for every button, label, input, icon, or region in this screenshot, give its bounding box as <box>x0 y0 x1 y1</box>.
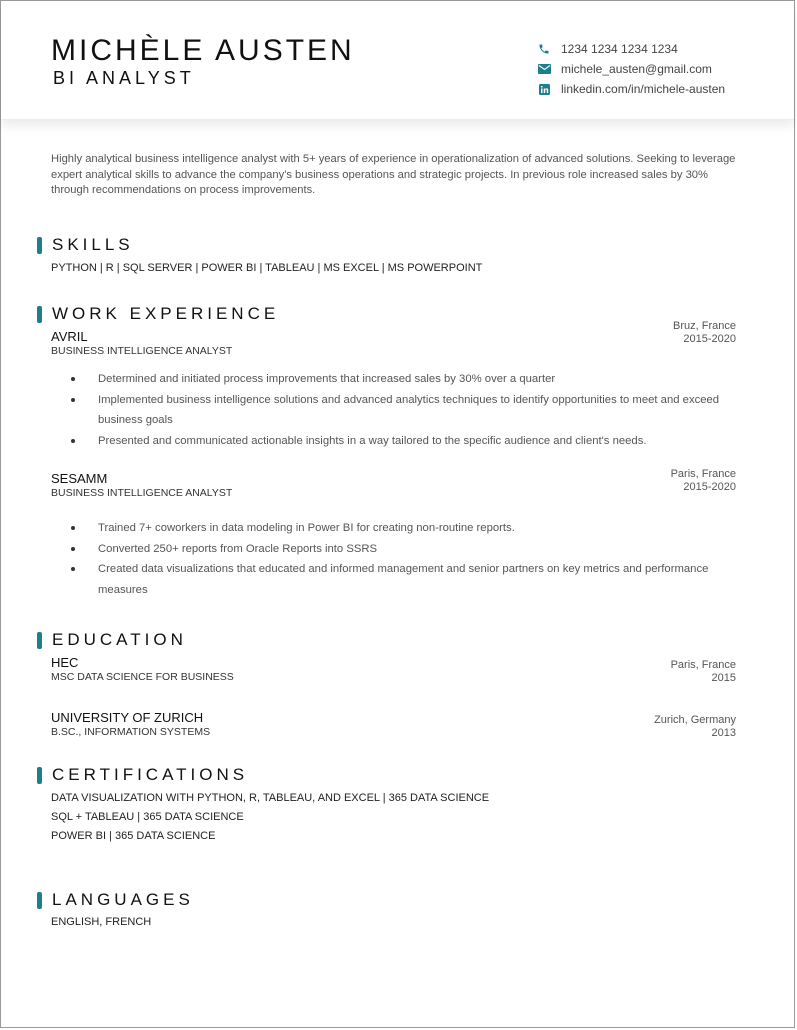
section-accent-bar <box>37 306 42 323</box>
education-title: EDUCATION <box>52 630 187 649</box>
linkedin-link[interactable]: linkedin.com/in/michele-austen <box>561 82 726 96</box>
phone-icon <box>537 42 551 56</box>
job-company: SESAMM <box>51 471 108 486</box>
certifications-heading <box>37 765 248 785</box>
job-bullets <box>71 369 731 451</box>
list-item: Implemented business intelligence solutions and advanced analytics techniques to identify opportunities to meet and exceed business goals <box>71 390 731 431</box>
contact-phone <box>537 41 678 57</box>
languages-title: LANGUAGES <box>52 890 194 909</box>
section-accent-bar <box>37 892 42 909</box>
certification-item: DATA VISUALIZATION WITH PYTHON, R, TABLEAU, AND EXCEL | 365 DATA SCIENCE <box>51 792 490 804</box>
job-location: Paris, France <box>670 468 736 480</box>
section-accent-bar <box>37 237 42 254</box>
job-location: Bruz, France <box>673 320 736 332</box>
job-company: AVRIL <box>51 329 88 344</box>
section-accent-bar <box>37 767 42 784</box>
work-experience-title: WORK EXPERIENCE <box>52 304 280 323</box>
job-bullets <box>71 518 731 600</box>
contact-linkedin <box>537 81 725 97</box>
certifications-title: CERTIFICATIONS <box>52 765 249 784</box>
list-item: Created data visualizations that educated and informed management and senior partners on key metrics and performance measures <box>71 559 731 600</box>
linkedin-icon <box>537 82 551 96</box>
graduation-year: 2015 <box>711 671 736 684</box>
contact-email <box>537 61 712 77</box>
certification-item: SQL + TABLEAU | 365 DATA SCIENCE <box>51 811 244 823</box>
candidate-title: BI ANALYST <box>53 68 195 88</box>
resume-header <box>1 1 794 120</box>
work-experience-heading <box>37 304 279 324</box>
list-item: Converted 250+ reports from Oracle Reports into SSRS <box>71 539 731 560</box>
job-location-dates <box>673 320 736 345</box>
section-accent-bar <box>37 632 42 649</box>
job-location-dates <box>671 468 736 493</box>
summary-paragraph: Highly analytical business intelligence analyst with 5+ years of experience in operationalization of advanced solutions. Seeking to leverage expert analytical skills to advance the company's business operations and strategic projects. In previous role increased sales by 30% through recommendations on process improvements. <box>51 153 736 196</box>
school-name: UNIVERSITY OF ZURICH <box>51 710 204 725</box>
skills-heading <box>37 235 134 255</box>
email-link[interactable]: michele_austen@gmail.com <box>561 62 712 76</box>
job-role: BUSINESS INTELLIGENCE ANALYST <box>51 487 233 499</box>
school-name: HEC <box>51 655 79 670</box>
candidate-name: MICHÈLE AUSTEN <box>51 34 355 67</box>
degree-name: MSC DATA SCIENCE FOR BUSINESS <box>51 671 234 683</box>
languages-list: ENGLISH, FRENCH <box>51 916 152 928</box>
education-location-year <box>671 659 736 684</box>
school-location: Paris, France <box>670 659 736 671</box>
skills-title: SKILLS <box>52 235 134 254</box>
skills-list: PYTHON | R | SQL SERVER | POWER BI | TABLEAU | MS EXCEL | MS POWERPOINT <box>51 262 483 274</box>
list-item: Trained 7+ coworkers in data modeling in Power BI for creating non-routine reports. <box>71 518 731 539</box>
certification-item: POWER BI | 365 DATA SCIENCE <box>51 830 216 842</box>
languages-heading <box>37 890 194 910</box>
job-dates: 2015-2020 <box>683 480 736 493</box>
job-dates: 2015-2020 <box>683 332 736 345</box>
envelope-icon <box>537 62 551 76</box>
education-location-year <box>654 714 736 739</box>
graduation-year: 2013 <box>711 726 736 739</box>
education-heading <box>37 630 187 650</box>
list-item: Presented and communicated actionable insights in a way tailored to the specific audience and client's needs. <box>71 431 731 452</box>
school-location: Zurich, Germany <box>654 714 736 726</box>
degree-name: B.SC., INFORMATION SYSTEMS <box>51 726 211 738</box>
phone-number: 1234 1234 1234 1234 <box>561 42 678 56</box>
list-item: Determined and initiated process improvements that increased sales by 30% over a quarter <box>71 369 731 390</box>
job-role: BUSINESS INTELLIGENCE ANALYST <box>51 345 233 357</box>
